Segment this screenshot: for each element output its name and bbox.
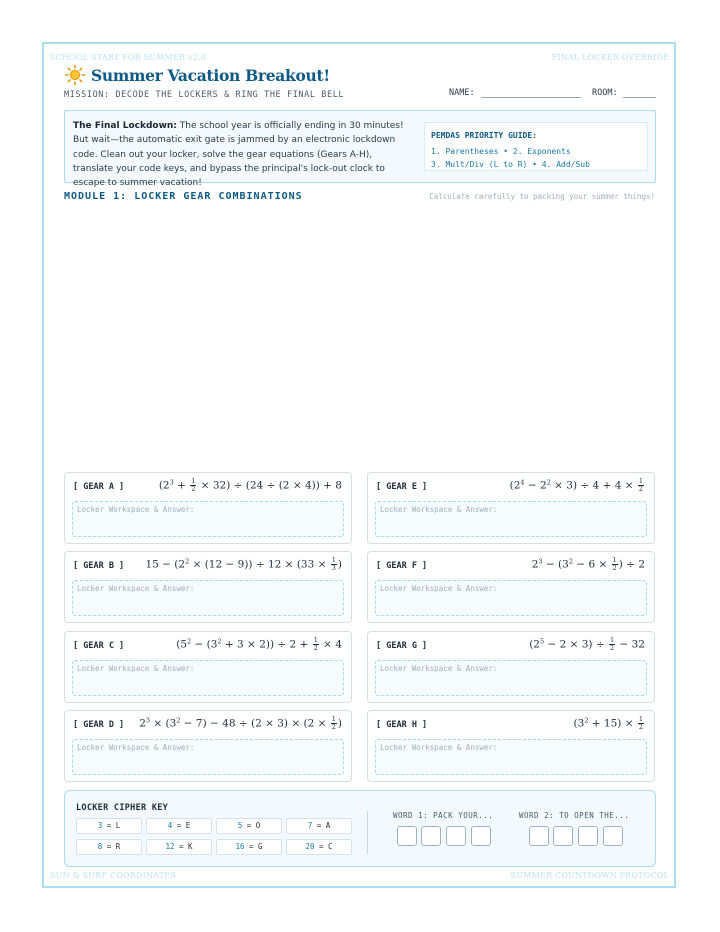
- gear-label: [ GEAR D ]: [73, 720, 125, 730]
- workspace-label: Locker Workspace & Answer:: [380, 584, 498, 593]
- gear-equation: ($2^3$ + $\frac{1}{2}$ × 32) ÷ (24 ÷ (2 × 4)) + 8: [158, 477, 342, 493]
- workspace-label: Locker Workspace & Answer:: [77, 664, 195, 673]
- cipher-key: 12 = K: [146, 839, 212, 855]
- workspace-field[interactable]: [375, 739, 647, 775]
- gear-label: [ GEAR B ]: [73, 561, 125, 571]
- sun-icon: [64, 64, 86, 86]
- workspace-label: Locker Workspace & Answer:: [77, 584, 195, 593]
- word2-letter-box[interactable]: [553, 826, 573, 846]
- word1-letter-box[interactable]: [397, 826, 417, 846]
- word1-letter-box[interactable]: [471, 826, 491, 846]
- workspace-field[interactable]: [72, 501, 344, 537]
- intro-panel: [64, 110, 656, 189]
- word2-label: WORD 2: TO OPEN THE...: [519, 811, 630, 820]
- page-title: Summer Vacation Breakout!: [91, 65, 330, 85]
- word1-letter-box[interactable]: [446, 826, 466, 846]
- gear-equation: $2^3 - (3^2 - 6$ × $\frac{1}{2}$ ) ÷ 2: [531, 556, 645, 572]
- room-field[interactable]: [623, 97, 656, 98]
- workspace-label: Locker Workspace & Answer:: [77, 505, 195, 514]
- title-row: [64, 64, 330, 86]
- cipher-divider: [367, 811, 368, 854]
- gear-card-h: [367, 710, 655, 782]
- workspace-field[interactable]: [375, 580, 647, 616]
- name-label: NAME:: [449, 88, 475, 98]
- word1-letter-box[interactable]: [421, 826, 441, 846]
- pemdas-guide-title: PEMDAS PRIORITY GUIDE:: [431, 131, 537, 140]
- workspace-label: Locker Workspace & Answer:: [380, 743, 498, 752]
- gear-card-e: [367, 472, 655, 544]
- gear-card-g: [367, 631, 655, 703]
- cipher-panel: [64, 790, 656, 867]
- gear-label: [ GEAR A ]: [73, 482, 125, 492]
- pemdas-guide-line: 3. Mult/Div (L to R) • 4. Add/Sub: [431, 160, 590, 169]
- cipher-key: 16 = G: [216, 839, 282, 855]
- workspace-field[interactable]: [375, 501, 647, 537]
- workspace-field[interactable]: [72, 660, 344, 696]
- intro-lead: The Final Lockdown:: [73, 121, 177, 131]
- gear-label: [ GEAR H ]: [376, 720, 428, 730]
- name-field[interactable]: [481, 97, 581, 98]
- intro-text: [73, 119, 411, 190]
- mission-text: MISSION: DECODE THE LOCKERS & RING THE FINAL BELL: [64, 90, 345, 100]
- workspace-label: Locker Workspace & Answer:: [380, 664, 498, 673]
- gear-equation: $2^3 \times (3^2 - 7) - 48 \div (2 \times 3) \times (2$ × $\frac{1}{2}$ ): [139, 715, 342, 731]
- gear-equation: $(5^2 - (3^2 + 3 \times 2)) \div 2$ + $\frac{1}{2}$ × 4: [176, 636, 342, 652]
- workspace-label: Locker Workspace & Answer:: [77, 743, 195, 752]
- workspace-field[interactable]: [72, 580, 344, 616]
- gear-card-a: [64, 472, 352, 544]
- gear-equation: $(2^5 - 2 \times 3)$ ÷ $\frac{1}{2}$ − 32: [529, 636, 645, 652]
- gear-card-c: [64, 631, 352, 703]
- cipher-key: 20 = C: [286, 839, 352, 855]
- gear-equation: $(3^2 + 15)$ × $\frac{1}{2}$: [573, 715, 643, 731]
- pemdas-guide: [424, 122, 648, 171]
- corner-label-bottom-right: SUMMER COUNTDOWN PROTOCOL: [510, 871, 669, 880]
- module-title: MODULE 1: LOCKER GEAR COMBINATIONS: [64, 191, 303, 202]
- cipher-key: 3 = L: [76, 818, 142, 834]
- gear-equation: $15 - (2^2 \times (12 - 9)) \div 12 \times (33$ × $\frac{1}{3}$ ): [145, 556, 342, 572]
- gear-label: [ GEAR E ]: [376, 482, 428, 492]
- corner-label-bottom-left: SUN & SURF COORDINATES: [50, 871, 177, 880]
- cipher-key: 5 = O: [216, 818, 282, 834]
- word2-letter-box[interactable]: [578, 826, 598, 846]
- cipher-key: 8 = R: [76, 839, 142, 855]
- gear-card-f: [367, 551, 655, 623]
- intro-body: The school year is officially ending in 30 minutes! But wait—the automatic exit gate is jammed by an electronic lockdown code. Clean out your locker, solve the gear equations (Gears A-H), translate your code keys, and bypass the principal's lock-out clock to escape to summer vacation!: [73, 121, 404, 189]
- room-label: ROOM:: [592, 88, 618, 98]
- workspace-label: Locker Workspace & Answer:: [380, 505, 498, 514]
- module-note: Calculate carefully to packing your summer things!: [429, 192, 655, 201]
- workspace-field[interactable]: [375, 660, 647, 696]
- gear-card-b: [64, 551, 352, 623]
- gear-label: [ GEAR F ]: [376, 561, 428, 571]
- cipher-title: LOCKER CIPHER KEY: [76, 803, 169, 813]
- corner-label-top-left: SCHOOL START FOR SUMMER v2.0: [50, 53, 206, 62]
- gear-equation: $(2^4 - 2^2 \times 3) \div 4 + 4$ × $\frac{1}{2}$: [509, 477, 643, 493]
- word2-letter-box[interactable]: [603, 826, 623, 846]
- pemdas-guide-line: 1. Parentheses • 2. Exponents: [431, 147, 571, 156]
- word1-label: WORD 1: PACK YOUR...: [393, 811, 494, 820]
- gear-label: [ GEAR C ]: [73, 641, 125, 651]
- corner-label-top-right: FINAL LOCKER OVERRIDE: [551, 53, 669, 62]
- gear-card-d: [64, 710, 352, 782]
- cipher-key: 7 = A: [286, 818, 352, 834]
- word2-letter-box[interactable]: [529, 826, 549, 846]
- workspace-field[interactable]: [72, 739, 344, 775]
- cipher-key: 4 = E: [146, 818, 212, 834]
- gear-label: [ GEAR G ]: [376, 641, 428, 651]
